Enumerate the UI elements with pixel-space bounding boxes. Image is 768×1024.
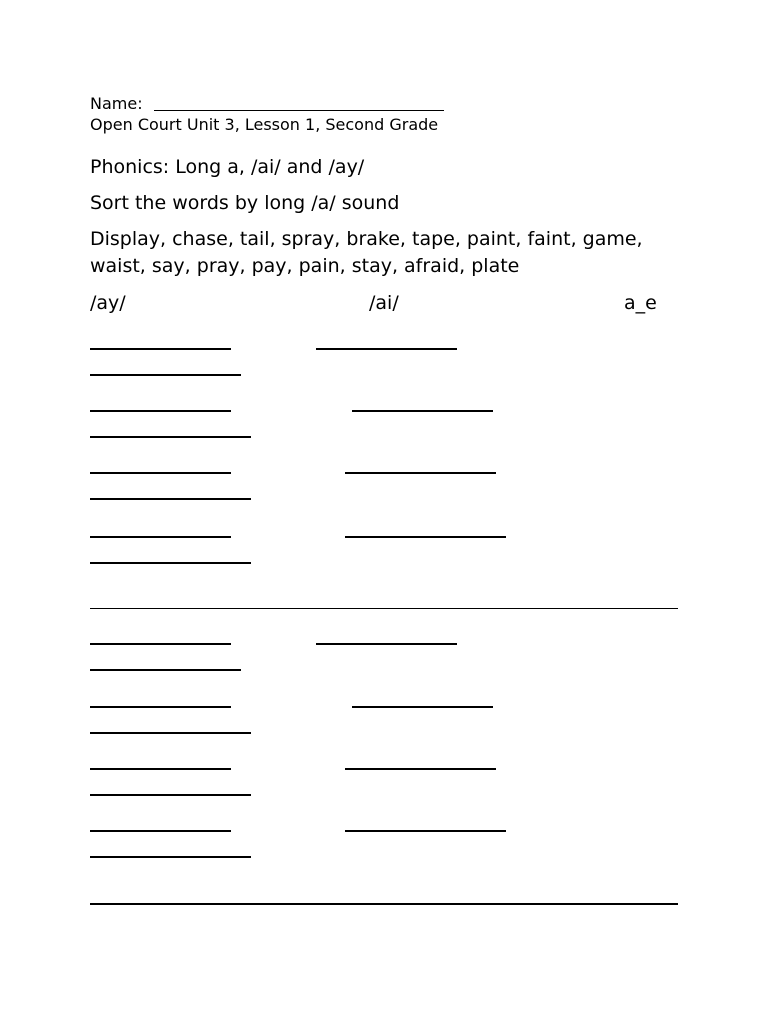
answer-blank[interactable]	[90, 706, 231, 708]
column-header-ay: /ay/	[90, 292, 126, 314]
answer-blank[interactable]	[90, 436, 251, 438]
name-label: Name:	[90, 94, 143, 113]
word-list-line-2: waist, say, pray, pay, pain, stay, afraid, plate	[90, 255, 520, 277]
answer-blank[interactable]	[90, 768, 231, 770]
column-header-ai: /ai/	[369, 292, 399, 314]
answer-blank[interactable]	[352, 410, 493, 412]
answer-blank[interactable]	[90, 830, 231, 832]
answer-blank[interactable]	[90, 374, 241, 376]
answer-blank[interactable]	[345, 536, 506, 538]
answer-blank[interactable]	[90, 643, 231, 645]
answer-blank[interactable]	[90, 498, 251, 500]
word-list-line-1: Display, chase, tail, spray, brake, tape, paint, faint, game,	[90, 228, 643, 250]
answer-blank[interactable]	[316, 348, 457, 350]
answer-blank[interactable]	[90, 562, 251, 564]
answer-blank[interactable]	[352, 706, 493, 708]
answer-blank[interactable]	[345, 472, 496, 474]
worksheet-title: Phonics: Long a, /ai/ and /ay/	[90, 156, 365, 178]
course-line: Open Court Unit 3, Lesson 1, Second Grade	[90, 115, 439, 134]
task-instruction: Sort the words by long /a/ sound	[90, 192, 400, 214]
bottom-line	[90, 903, 678, 905]
answer-blank[interactable]	[90, 536, 231, 538]
answer-blank[interactable]	[90, 472, 231, 474]
answer-blank[interactable]	[90, 669, 241, 671]
answer-blank[interactable]	[90, 856, 251, 858]
column-header-a-e: a_e	[624, 292, 657, 314]
answer-blank[interactable]	[90, 348, 231, 350]
answer-blank[interactable]	[345, 830, 506, 832]
answer-blank[interactable]	[90, 410, 231, 412]
answer-blank[interactable]	[90, 794, 251, 796]
answer-blank[interactable]	[90, 732, 251, 734]
answer-blank[interactable]	[316, 643, 457, 645]
name-field[interactable]	[154, 110, 444, 111]
answer-blank[interactable]	[345, 768, 496, 770]
section-divider	[90, 608, 678, 609]
